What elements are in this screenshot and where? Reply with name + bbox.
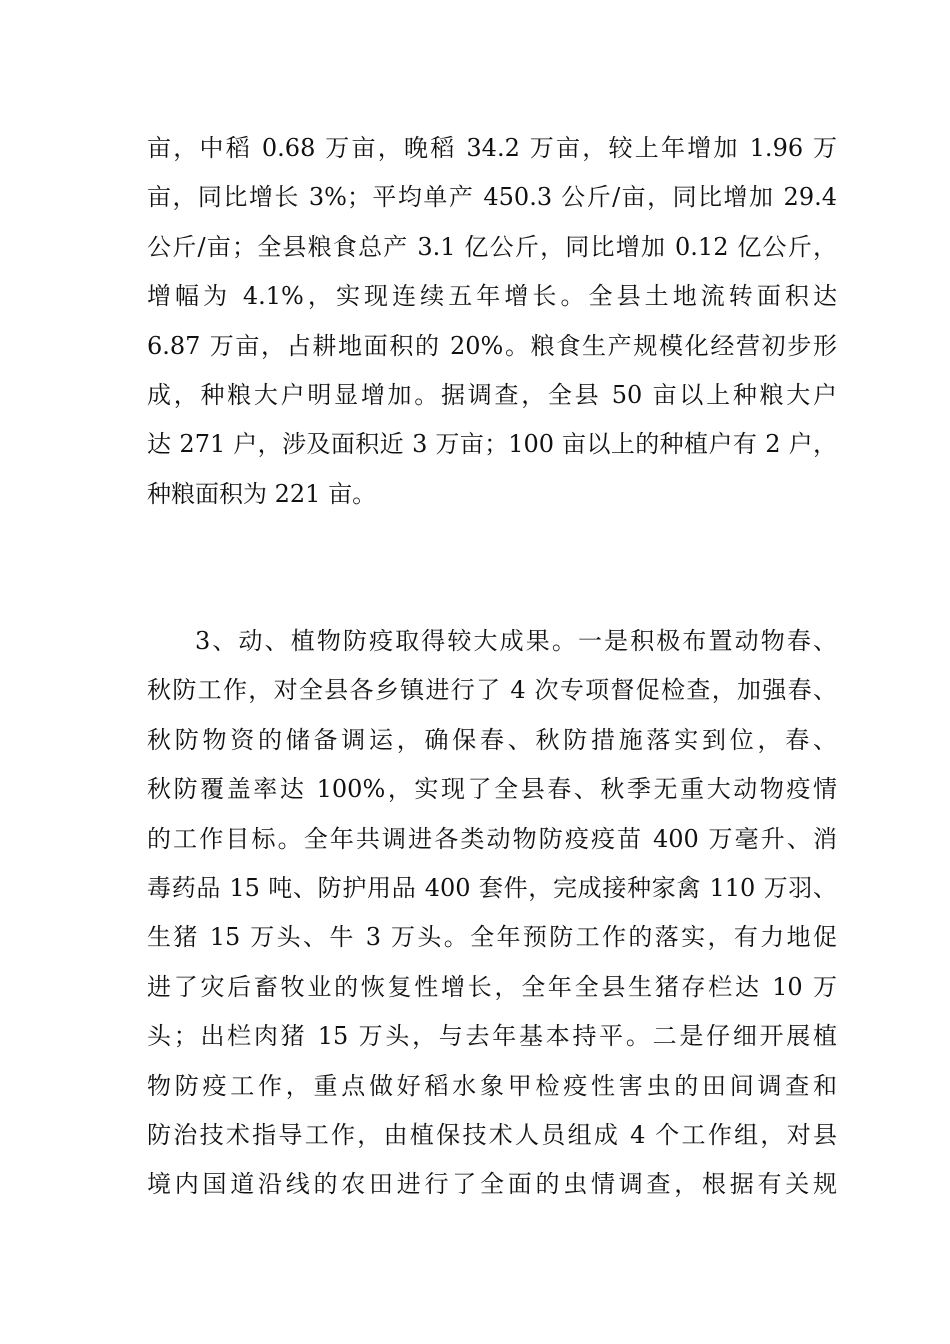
text-line: 秋防工作，对全县各乡镇进行了 4 次专项督促检查，加强春、 xyxy=(147,676,837,705)
text-line: 增幅为 4.1%，实现连续五年增长。全县土地流转面积达 xyxy=(147,282,837,311)
text-line: 秋防覆盖率达 100%，实现了全县春、秋季无重大动物疫情 xyxy=(147,775,837,804)
text-line: 公斤/亩；全县粮食总产 3.1 亿公斤，同比增加 0.12 亿公斤， xyxy=(147,232,837,261)
text-line: 种粮面积为 221 亩。 xyxy=(147,479,377,508)
text-line: 境内国道沿线的农田进行了全面的虫情调查，根据有关规 xyxy=(147,1170,837,1199)
text-line: 达 271 户，涉及面积近 3 万亩；100 亩以上的种植户有 2 户， xyxy=(147,430,837,459)
paragraph-grain-production xyxy=(147,124,837,519)
text-line: 毒药品 15 吨、防护用品 400 套件，完成接种家禽 110 万羽、 xyxy=(147,873,837,902)
text-line: 6.87 万亩，占耕地面积的 20%。粮食生产规模化经营初步形 xyxy=(147,331,837,360)
text-line: 头；出栏肉猪 15 万头，与去年基本持平。二是仔细开展植 xyxy=(147,1022,837,1051)
text-line: 3、动、植物防疫取得较大成果。一是积极布置动物春、 xyxy=(195,627,837,655)
text-line: 成，种粮大户明显增加。据调查，全县 50 亩以上种粮大户 xyxy=(147,380,837,409)
text-line: 物防疫工作，重点做好稻水象甲检疫性害虫的田间调查和 xyxy=(147,1071,837,1100)
text-line: 亩，中稻 0.68 万亩，晚稻 34.2 万亩，较上年增加 1.96 万 xyxy=(147,134,837,162)
text-line: 生猪 15 万头、牛 3 万头。全年预防工作的落实，有力地促 xyxy=(147,923,837,952)
text-line: 的工作目标。全年共调进各类动物防疫疫苗 400 万毫升、消 xyxy=(147,824,837,853)
paragraph-epidemic-prevention xyxy=(147,617,837,1210)
text-line: 进了灾后畜牧业的恢复性增长，全年全县生猪存栏达 10 万 xyxy=(147,972,837,1001)
text-line: 防治技术指导工作，由植保技术人员组成 4 个工作组，对县 xyxy=(147,1120,837,1149)
text-line: 秋防物资的储备调运，确保春、秋防措施落实到位，春、 xyxy=(147,725,837,754)
text-line: 亩，同比增长 3%；平均单产 450.3 公斤/亩，同比增加 29.4 xyxy=(147,183,837,212)
